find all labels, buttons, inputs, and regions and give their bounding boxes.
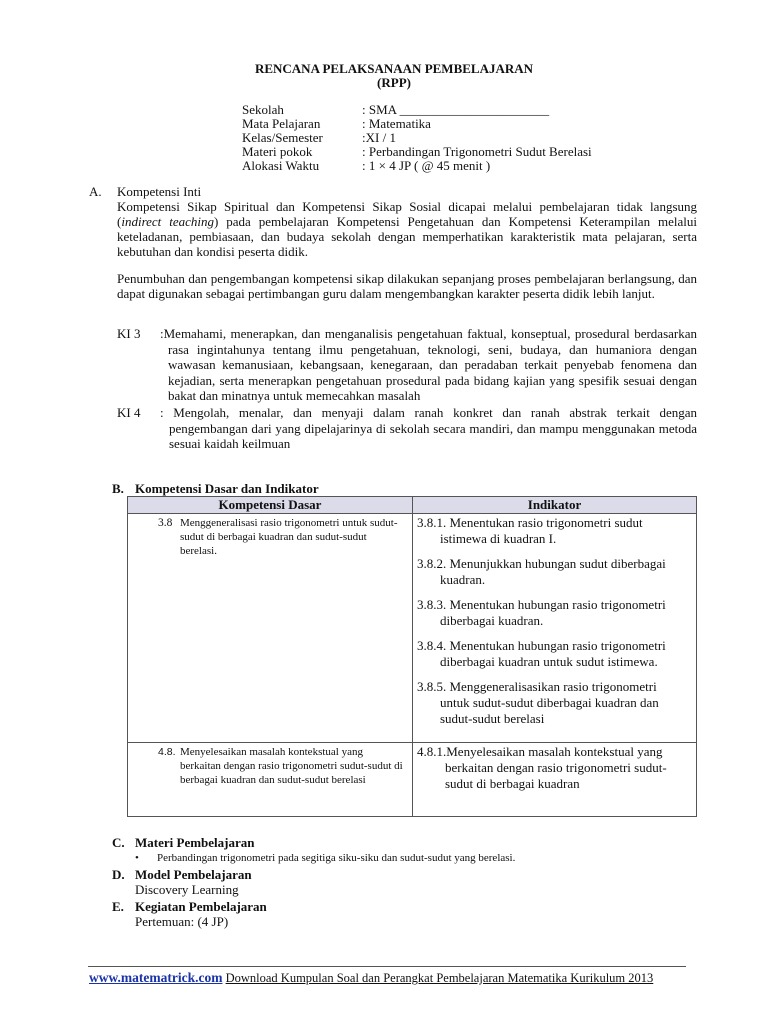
section-c-letter: C. — [112, 835, 125, 850]
materi-bullet-text: Perbandingan trigonometri pada segitiga siku-siku dan sudut-sudut yang berelasi. — [157, 852, 516, 864]
info-value: : Perbandingan Trigonometri Sudut Berelasi — [362, 144, 592, 159]
kd-cell — [128, 514, 413, 743]
info-value: : Matematika — [362, 116, 431, 131]
info-label: Sekolah — [242, 102, 284, 117]
indicator-item: 3.8.4. Menentukan hubungan rasio trigonometri diberbagai kuadran untuk sudut istimewa. — [417, 638, 666, 669]
info-label: Alokasi Waktu — [242, 158, 320, 173]
section-a-paragraph-2: Penumbuhan dan pengembangan kompetensi sikap dilakukan sepanjang proses pembelajaran berlangsung, dan dapat digunakan sebagai pertimbangan guru dalam mengembangkan karakter peserta didik lebih lanjut. — [117, 271, 697, 301]
kd-indicator-table — [127, 496, 697, 817]
p1-text: Kompetensi Sikap Spiritual dan Kompetensi Sikap Sosial dicapai melalui pembelajaran tidak langsung ( — [117, 199, 697, 229]
info-label: Mata Pelajaran — [242, 116, 321, 131]
indicator-item: 3.8.2. Menunjukkan hubungan sudut diberbagai kuadran. — [417, 556, 666, 587]
section-b-heading: Kompetensi Dasar dan Indikator — [135, 481, 319, 496]
table-row — [128, 514, 697, 743]
table-row — [128, 743, 697, 817]
ki4-text-body: : Mengolah, menalar, dan menyaji dalam ranah konkret dan ranah abstrak terkait dengan pengembangan dari yang dipelajarinya di sekolah secara mandiri, dan mampu menggunakan metoda sesuai kaidah keilmuan — [160, 405, 697, 452]
info-label: Kelas/Semester — [242, 130, 323, 145]
column-header-indicator: Indikator — [413, 497, 697, 514]
document-subtitle: (RPP) — [377, 75, 411, 90]
indicator-item: 3.8.1. Menentukan rasio trigonometri sudut istimewa di kuadran I. — [417, 515, 643, 546]
meeting-text: Pertemuan: (4 JP) — [135, 914, 229, 929]
document-title: RENCANA PELAKSANAAN PEMBELAJARAN — [254, 61, 534, 76]
section-c-heading: Materi Pembelajaran — [135, 835, 255, 850]
indicator-cell — [413, 514, 697, 743]
info-label: Materi pokok — [242, 144, 313, 159]
footer — [89, 970, 653, 986]
ki3-text — [160, 326, 697, 404]
section-e-heading: Kegiatan Pembelajaran — [135, 899, 267, 914]
model-text: Discovery Learning — [135, 882, 239, 897]
ki3-label: KI 3 — [117, 326, 141, 341]
kd-number: 3.8 — [158, 517, 173, 529]
table-header-row — [128, 497, 697, 514]
info-value: : SMA _______________________ — [362, 102, 550, 117]
indicator-item: 4.8.1.Menyelesaikan masalah kontekstual yang berkaitan dengan rasio trigonometri sudut-sudut di berbagai kuadran — [417, 744, 667, 791]
section-e-letter: E. — [112, 899, 124, 914]
kd-number: 4.8. — [158, 746, 176, 758]
kd-text: Menggeneralisasi rasio trigonometri untuk sudut-sudut di berbagai kuadran dan sudut-sudut berelasi. — [180, 517, 398, 557]
info-value: : 1 × 4 JP ( @ 45 menit ) — [362, 158, 491, 173]
kd-cell — [128, 743, 413, 817]
section-d-letter: D. — [112, 867, 125, 882]
info-value: :XI / 1 — [362, 130, 396, 145]
p1-text-end: ) pada pembelajaran Kompetensi Pengetahuan dan Kompetensi Keterampilan melalui keteladanan, pembiasaan, dan budaya sekolah dengan memperhatikan karakteristik mata pelajaran, serta kebutuhan dan kondisi peserta didik. — [117, 214, 698, 259]
footer-divider — [88, 966, 686, 967]
section-a-letter: A. — [89, 184, 102, 199]
section-a-paragraph-1 — [117, 199, 697, 259]
p1-italic: indirect teaching — [121, 214, 215, 229]
ki3-text-body: :Memahami, menerapkan, dan menganalisis pengetahuan faktual, konseptual, prosedural berdasarkan rasa ingintahunya tentang ilmu pengetahuan, teknologi, seni, budaya, dan humaniora dengan wawasan kemanusiaan, kebangsaan, kenegaraan, dan peradaban terkait penyebab fenomena dan kejadian, serta menerapkan pengetahuan prosedural pada bidang kajian yang spesifik sesuai dengan bakat dan minatnya untuk memecahkan masalah — [160, 326, 697, 404]
footer-link[interactable]: www.matematrick.com — [89, 970, 223, 985]
ki4-text — [160, 405, 697, 452]
column-header-kd: Kompetensi Dasar — [128, 497, 413, 514]
indicator-cell — [413, 743, 697, 817]
section-d-heading: Model Pembelajaran — [135, 867, 252, 882]
indicator-item: 3.8.5. Menggeneralisasikan rasio trigonometri untuk sudut-sudut diberbagai kuadran dan sudut-sudut berelasi — [417, 679, 659, 726]
footer-text: Download Kumpulan Soal dan Perangkat Pembelajaran Matematika Kurikulum 2013 — [225, 971, 654, 985]
section-b-letter: B. — [112, 481, 124, 496]
indicator-item: 3.8.3. Menentukan hubungan rasio trigonometri diberbagai kuadran. — [417, 597, 666, 628]
bullet-icon: • — [135, 852, 139, 864]
ki4-label: KI 4 — [117, 405, 141, 420]
kd-text: Menyelesaikan masalah kontekstual yang berkaitan dengan rasio trigonometri sudut-sudut di berbagai kuadran dan sudut-sudut berelasi — [180, 746, 403, 786]
section-a-heading: Kompetensi Inti — [117, 184, 202, 199]
